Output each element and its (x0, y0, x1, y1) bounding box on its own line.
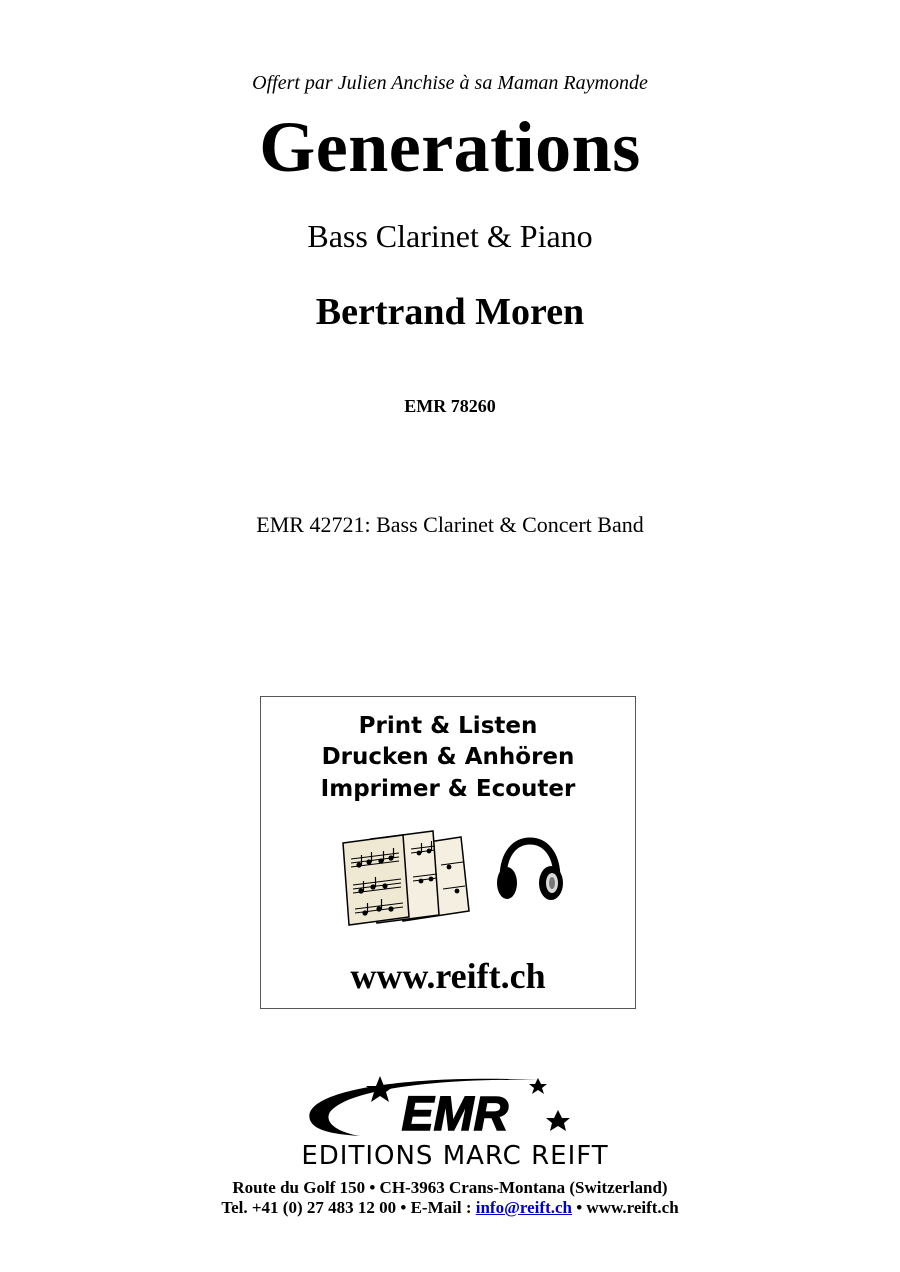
publisher-contact (0, 1198, 900, 1218)
dedication: Offert par Julien Anchise à sa Maman Raymonde (252, 72, 648, 94)
headphones-icon (493, 835, 567, 909)
publisher-name: EDITIONS MARC REIFT (301, 1141, 609, 1171)
alternate-version: EMR 42721: Bass Clarinet & Concert Band (256, 512, 644, 537)
instrumentation: Bass Clarinet & Piano (307, 218, 593, 254)
publisher-address: Route du Golf 150 • CH-3963 Crans-Montana (Switzerland) (232, 1178, 668, 1197)
contact-phone: Tel. +41 (0) 27 483 12 00 • E-Mail : (221, 1198, 476, 1217)
email-link[interactable]: info@reift.ch (475, 1198, 572, 1217)
sheet-music-icon (341, 829, 471, 929)
promo-line-german: Drucken & Anhören (321, 744, 575, 770)
catalog-number: EMR 78260 (404, 396, 496, 416)
promo-line-english: Print & Listen (358, 713, 538, 739)
emr-logo (240, 1072, 670, 1172)
page-title: Generations (259, 107, 641, 187)
promo-website[interactable]: www.reift.ch (350, 956, 546, 996)
contact-website[interactable]: • www.reift.ch (571, 1198, 679, 1217)
composer-name: Bertrand Moren (315, 291, 585, 333)
promo-line-french: Imprimer & Ecouter (320, 776, 576, 802)
logo-letters: EMR (401, 1088, 509, 1141)
print-listen-box (260, 696, 636, 1009)
